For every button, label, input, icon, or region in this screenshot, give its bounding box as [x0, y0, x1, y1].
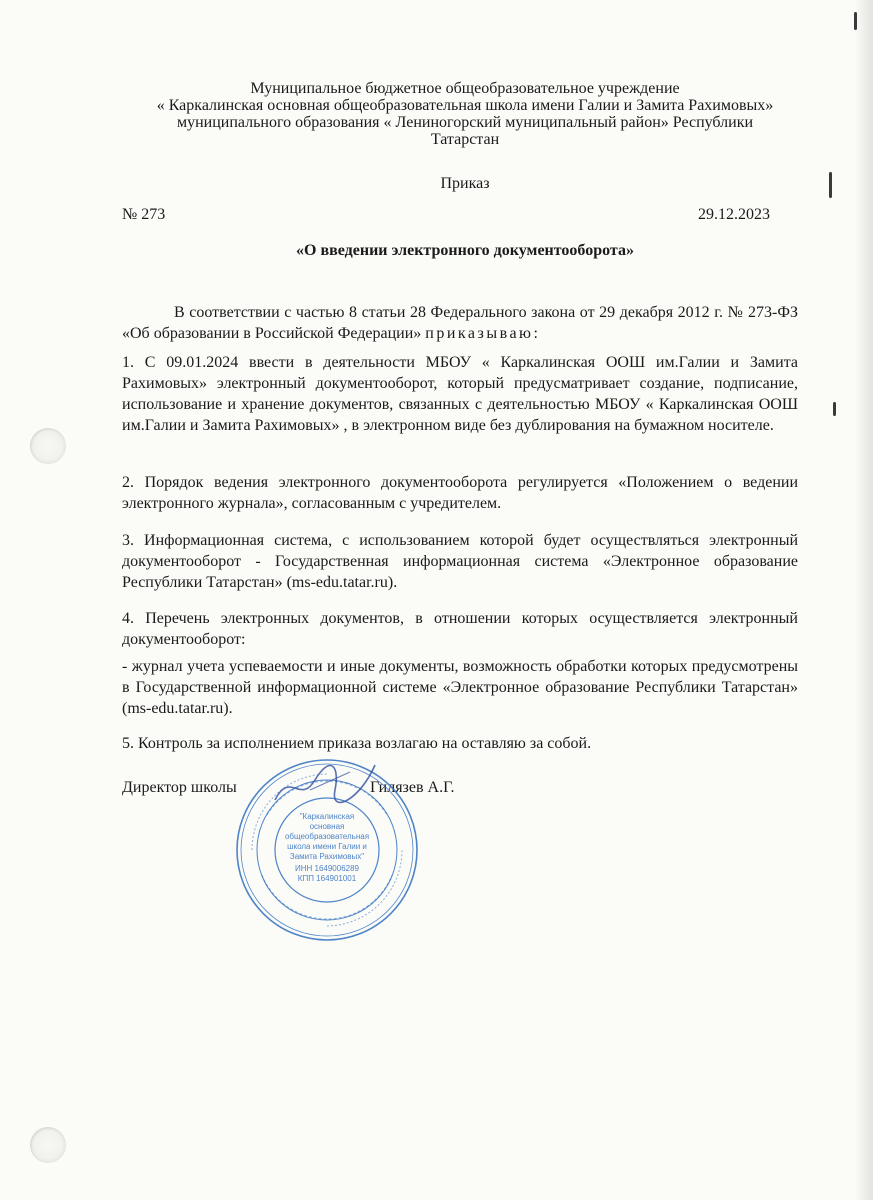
header-line: Татарстан — [430, 131, 500, 148]
stamp-text: "Каркалинская — [299, 812, 355, 821]
preamble-verb: приказываю: — [425, 325, 541, 342]
order-date: 29.12.2023 — [698, 206, 770, 223]
punch-hole-top — [30, 428, 66, 464]
institution-header — [120, 80, 810, 148]
header-line: муниципального образования « Лениногорский муниципальный район» Республики — [176, 114, 754, 131]
item-4-text: 4. Перечень электронных документов, в отношении которых осуществляется электронный документооборот: — [122, 610, 798, 648]
stamp-text: общеобразовательная — [284, 832, 370, 841]
item-1-text: 1. С 09.01.2024 ввести в деятельности МБОУ « Каркалинская ООШ им.Галии и Замита Рахимовых» электронный документооборот, который предусматривает создание, подписание, использование и хранение документов, связанных с деятельностью МБОУ « Каркалинская ООШ им.Галии и Замита Рахимовых» , в электронном виде без дублирования на бумажном носителе. — [122, 354, 798, 434]
item-2 — [122, 472, 798, 514]
header-line: Муниципальное бюджетное общеобразовательное учреждение — [250, 80, 680, 97]
order-subject: «О введении электронного документооборота» — [296, 242, 634, 259]
header-line: « Каркалинская основная общеобразовательная школа имени Галии и Замита Рахимовых» — [156, 97, 774, 114]
stamp-text: ИНН 1649006289 — [294, 864, 360, 873]
stamp-text: школа имени Галии и — [287, 842, 367, 851]
preamble-paragraph — [122, 302, 798, 344]
item-5 — [122, 733, 798, 754]
item-3-text: 3. Информационная система, с использованием которой будет осуществляться электронный документооборот - Государственная информационная система «Электронное образование Республики Татарстан» (ms-edu.tatar.ru). — [122, 532, 798, 591]
item-2-text: 2. Порядок ведения электронного документооборота регулируется «Положением о ведении электронного журнала», согласованным с учредителем. — [122, 474, 798, 512]
document-type: Приказ — [440, 175, 490, 192]
order-number: № 273 — [122, 206, 166, 223]
signature-position: Директор школы — [122, 779, 237, 796]
preamble-text: В соответствии с частью 8 статьи 28 Федерального закона от 29 декабря 2012 г. № 273-ФЗ «Об образовании в Российской Федерации» — [122, 304, 798, 342]
item-1 — [122, 352, 798, 436]
stamp-text: Замита Рахимовых" — [289, 852, 365, 861]
scan-mark — [829, 172, 832, 198]
scan-mark — [854, 12, 857, 30]
item-4-sub-text: - журнал учета успеваемости и иные документы, возможность обработки которых предусмотрены в Государственной информационной системе «Электронное образование Республики Татарстан» (ms-edu.tatar.ru). — [122, 658, 798, 717]
item-5-text: 5. Контроль за исполнением приказа возлагаю на оставляю за собой. — [122, 735, 592, 752]
page-edge-shadow — [855, 0, 873, 1200]
item-4-sub — [122, 656, 798, 719]
stamp-text: основная — [309, 822, 345, 831]
scan-mark — [833, 402, 836, 416]
item-4 — [122, 608, 798, 650]
stamp-text: КПП 164901001 — [297, 874, 357, 883]
punch-hole-bottom — [30, 1127, 66, 1163]
item-3 — [122, 530, 798, 593]
signature-name: Гилязев А.Г. — [370, 779, 455, 796]
handwritten-signature — [270, 760, 380, 810]
